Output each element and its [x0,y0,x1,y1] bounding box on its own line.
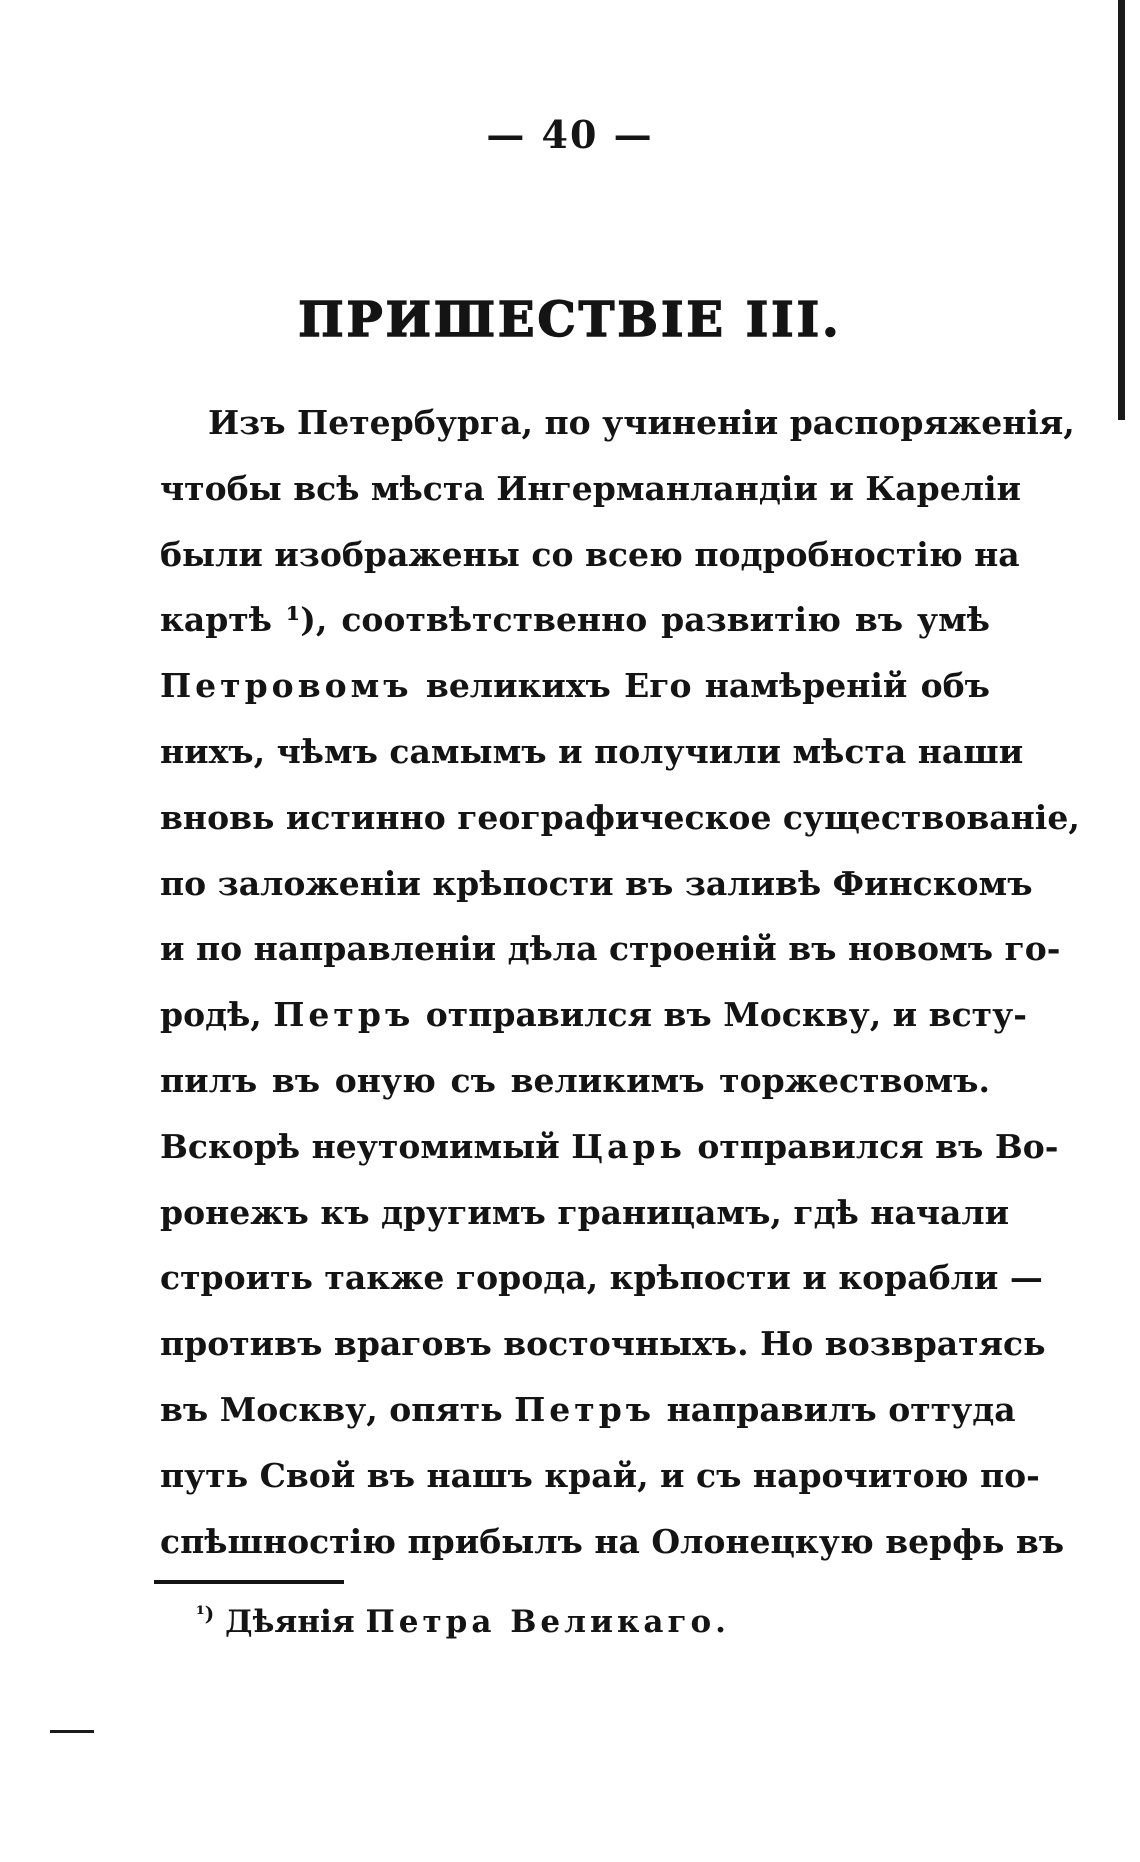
text-line: чтобы всѣ мѣста Ингерманландіи и Кареліи [160,468,1022,508]
footnote [196,1600,730,1644]
text-line: ронежъ къ другимъ границамъ, гдѣ начали [160,1192,1010,1232]
text-line: Изъ Петербурга, по учиненіи распоряженія, [208,403,1075,442]
scan-margin-mark [50,1730,94,1733]
text-line: нихъ, чѣмъ самымъ и получили мѣста наши [160,731,1024,771]
body-text [160,390,1080,1574]
text-line: вновь истинно географическое существованіе, [160,797,1080,837]
text-line: по заложеніи крѣпости въ заливѣ Финскомъ [160,863,1033,903]
text-line: Вскорѣ неутомимый Царь отправился въ Во- [160,1126,1059,1166]
footnote-marker: ¹) [196,1601,215,1626]
footnote-source: Петра Великаго. [365,1604,730,1640]
text-line: спѣшностію прибылъ на Олонецкую верфь въ [160,1521,1065,1561]
scan-margin-bar [1118,0,1125,420]
text-line: въ Москву, опять Петръ направилъ оттуда [160,1389,1016,1429]
footnote-text: Дѣянія [225,1604,366,1640]
text-line: картѣ ¹), соотвѣтственно развитію въ умѣ [160,600,990,640]
text-line: и по направленіи дѣла строеній въ новомъ го- [160,929,1061,969]
text-line: строить также города, крѣпости и корабли — [160,1258,1043,1298]
text-line: путь Свой въ нашъ край, и съ нарочитою по- [160,1455,1040,1495]
page-number: — 40 — [486,112,654,157]
footnote-separator [154,1580,344,1584]
chapter-title: ПРИШЕСТВІЕ III. [298,292,842,348]
text-line: родѣ, Петръ отправился въ Москву, и всту- [160,995,1027,1035]
text-line: пилъ въ оную съ великимъ торжествомъ. [160,1060,990,1100]
text-line: Петровомъ великихъ Его намѣреній объ [160,666,990,706]
text-line: были изображены со всею подробностію на [160,534,1020,574]
text-line: противъ враговъ восточныхъ. Но возвратясь [160,1324,1046,1364]
